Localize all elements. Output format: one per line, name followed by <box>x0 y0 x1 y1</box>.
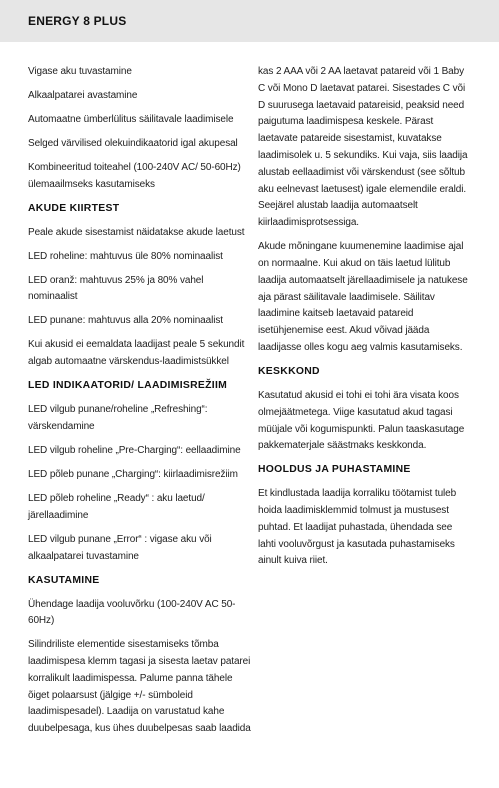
paragraph: Peale akude sisestamist näidatakse akude laetust <box>28 226 245 238</box>
page-header <box>0 0 499 42</box>
paragraph: Akude mõningane kuumenemine laadimise ajal on normaalne. Kui akud on täis laetud lülitub laadija automaatselt järellaadimisele ja natukese aja pärast säilitavale laadimisele. Säilitav laadimine kaitseb laetavaid patareid isetühjenemise eest. Akud võivad jääda laadijasse olles kogu aeg valmis kasutamiseks. <box>258 241 468 353</box>
section-heading: KASUTAMINE <box>28 574 100 586</box>
paragraph: Alkaalpatarei avastamine <box>28 89 138 101</box>
left-column <box>28 64 254 745</box>
page-title: ENERGY 8 PLUS <box>28 14 127 28</box>
paragraph: LED roheline: mahtuvus üle 80% nominaalist <box>28 250 223 262</box>
section-heading: HOOLDUS JA PUHASTAMINE <box>258 464 411 476</box>
section-heading: AKUDE KIIRTEST <box>28 202 120 214</box>
paragraph: Selged värvilised olekuindikaatorid igal akupesal <box>28 137 238 149</box>
section-heading: KESKKOND <box>258 365 320 377</box>
paragraph: Kasutatud akusid ei tohi ei tohi ära visata koos olmejäätmetega. Viige kasutatud akud tagasi müüjale või kogumispunkti. Palun taaskasutage pakkematerjale säästmaks keskkonda. <box>258 389 465 452</box>
paragraph: Kui akusid ei eemaldata laadijast peale 5 sekundit algab automaatne värskendus-laadimistsükkel <box>28 339 245 368</box>
paragraph: Automaatne ümberlülitus säilitavale laadimisele <box>28 113 234 125</box>
paragraph: LED põleb punane „Charging“: kiirlaadimisrežiim <box>28 468 238 480</box>
paragraph: Kombineeritud toiteahel (100-240V AC/ 50-60Hz) ülemaailmseks kasutamiseks <box>28 161 241 190</box>
section-heading: LED INDIKAATORID/ LAADIMISREŽIIM <box>28 380 228 392</box>
paragraph: Silindriliste elementide sisestamiseks tõmba laadimispesa klemm tagasi ja sisesta laetav patarei korralikult laadimispessa. Palume panna tähele õiget polaarsust (jälgige +/- sümboleid laadimispesadel). Laadija on varustatud kahe duubelpesaga, kus ühes duubelpesas saab laadida <box>28 639 251 735</box>
paragraph: LED põleb roheline „Ready“ : aku laetud/ järellaadimine <box>28 492 205 521</box>
right-column <box>258 64 472 577</box>
paragraph: LED punane: mahtuvus alla 20% nominaalist <box>28 315 223 327</box>
paragraph: LED vilgub punane/roheline „Refreshing“: värskendamine <box>28 404 208 432</box>
paragraph: Ühendage laadija vooluvõrku (100-240V AC 50-60Hz) <box>28 598 236 627</box>
paragraph: LED oranž: mahtuvus 25% ja 80% vahel nominaalist <box>28 274 204 303</box>
paragraph: kas 2 AAA või 2 AA laetavat patareid või 1 Baby C või Mono D laetavat patarei. Sisestades C või D suurusega laetavaid patareisid, peaksid need paigutuma laadimispesa keskele. Pärast laetavate patareide sisestamist, kuvatakse laadimisolek u. 5 sekundiks. Kui vaja, siis laadija alustab eellaadimist või värskendust (see sõltub aku eelnevast laetusest) igale elemendile eraldi. Seejärel alustab laadija automaatselt kiirlaadimisprotsessiga. <box>258 66 468 229</box>
paragraph: LED vilgub roheline „Pre-Charging“: eellaadimine <box>28 444 241 456</box>
paragraph: Vigase aku tuvastamine <box>28 66 132 77</box>
paragraph: LED vilgub punane „Error“ : vigase aku või alkaalpatarei tuvastamine <box>28 533 212 562</box>
paragraph: Et kindlustada laadija korraliku töötamist tuleb hoida laadimisklemmid tolmust ja mustusest puhtad. Et laadijat puhastada, ühendada see lahti vooluvõrgust ja kasutada puhastamiseks ainult kuiva riiet. <box>258 488 457 567</box>
